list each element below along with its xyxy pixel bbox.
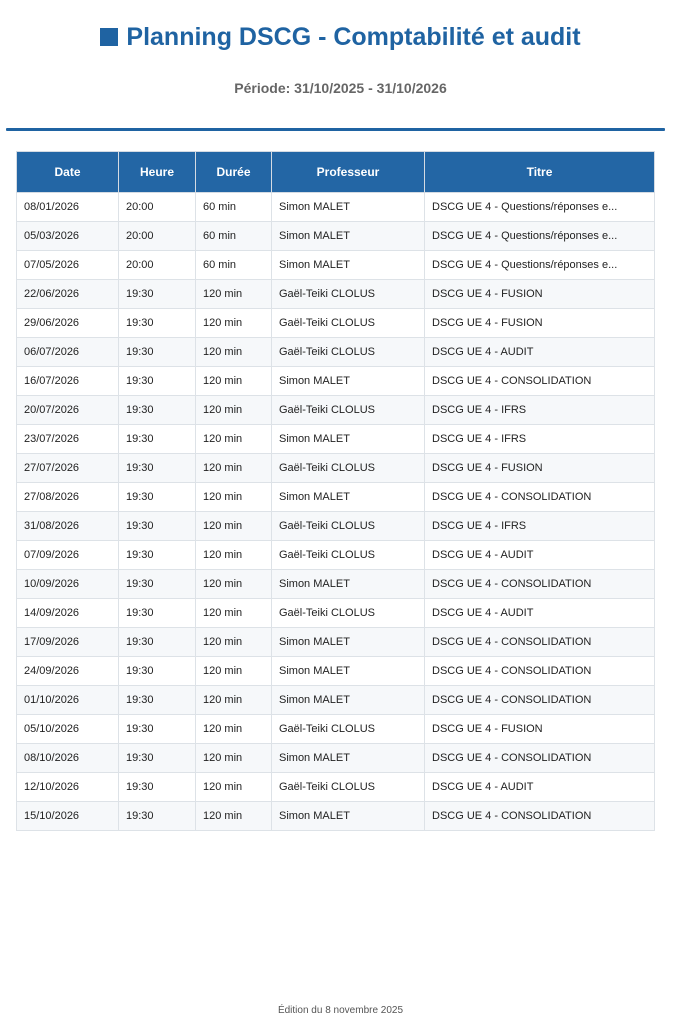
cell-teacher: Simon MALET xyxy=(272,802,425,831)
cell-time: 19:30 xyxy=(119,338,196,367)
cell-date: 27/08/2026 xyxy=(17,483,119,512)
cell-duration: 120 min xyxy=(196,744,272,773)
cell-teacher: Simon MALET xyxy=(272,686,425,715)
cell-title: DSCG UE 4 - FUSION xyxy=(425,309,655,338)
cell-teacher: Gaël-Teiki CLOLUS xyxy=(272,454,425,483)
cell-time: 19:30 xyxy=(119,773,196,802)
cell-teacher: Simon MALET xyxy=(272,744,425,773)
table-row xyxy=(17,686,655,715)
cell-duration: 120 min xyxy=(196,454,272,483)
cell-time: 19:30 xyxy=(119,425,196,454)
cell-time: 19:30 xyxy=(119,657,196,686)
cell-duration: 60 min xyxy=(196,251,272,280)
cell-teacher: Gaël-Teiki CLOLUS xyxy=(272,396,425,425)
page-title xyxy=(0,20,681,54)
table-row xyxy=(17,657,655,686)
table-row xyxy=(17,251,655,280)
table-row xyxy=(17,715,655,744)
table-row xyxy=(17,599,655,628)
cell-teacher: Gaël-Teiki CLOLUS xyxy=(272,541,425,570)
table-row xyxy=(17,309,655,338)
cell-title: DSCG UE 4 - IFRS xyxy=(425,425,655,454)
cell-title: DSCG UE 4 - CONSOLIDATION xyxy=(425,628,655,657)
column-header-date: Date xyxy=(17,152,119,193)
cell-date: 17/09/2026 xyxy=(17,628,119,657)
cell-time: 20:00 xyxy=(119,193,196,222)
cell-duration: 120 min xyxy=(196,280,272,309)
cell-duration: 120 min xyxy=(196,715,272,744)
cell-time: 19:30 xyxy=(119,367,196,396)
cell-teacher: Simon MALET xyxy=(272,222,425,251)
cell-time: 19:30 xyxy=(119,715,196,744)
cell-time: 19:30 xyxy=(119,280,196,309)
cell-duration: 120 min xyxy=(196,425,272,454)
cell-duration: 120 min xyxy=(196,628,272,657)
cell-date: 12/10/2026 xyxy=(17,773,119,802)
cell-date: 31/08/2026 xyxy=(17,512,119,541)
table-row xyxy=(17,367,655,396)
cell-date: 15/10/2026 xyxy=(17,802,119,831)
cell-teacher: Simon MALET xyxy=(272,657,425,686)
cell-duration: 120 min xyxy=(196,512,272,541)
cell-duration: 120 min xyxy=(196,309,272,338)
cell-date: 08/10/2026 xyxy=(17,744,119,773)
cell-duration: 60 min xyxy=(196,222,272,251)
edition-footer: Édition du 8 novembre 2025 xyxy=(277,1005,404,1016)
cell-time: 19:30 xyxy=(119,570,196,599)
cell-teacher: Simon MALET xyxy=(272,628,425,657)
table-row xyxy=(17,744,655,773)
schedule-table xyxy=(16,151,655,831)
cell-time: 19:30 xyxy=(119,686,196,715)
cell-title: DSCG UE 4 - CONSOLIDATION xyxy=(425,367,655,396)
cell-title: DSCG UE 4 - IFRS xyxy=(425,512,655,541)
table-row xyxy=(17,541,655,570)
cell-date: 08/01/2026 xyxy=(17,193,119,222)
cell-time: 19:30 xyxy=(119,599,196,628)
cell-date: 24/09/2026 xyxy=(17,657,119,686)
cell-duration: 120 min xyxy=(196,338,272,367)
cell-date: 05/03/2026 xyxy=(17,222,119,251)
table-row xyxy=(17,193,655,222)
cell-teacher: Gaël-Teiki CLOLUS xyxy=(272,280,425,309)
cell-time: 19:30 xyxy=(119,483,196,512)
cell-time: 19:30 xyxy=(119,628,196,657)
cell-teacher: Gaël-Teiki CLOLUS xyxy=(272,715,425,744)
cell-teacher: Gaël-Teiki CLOLUS xyxy=(272,773,425,802)
cell-teacher: Simon MALET xyxy=(272,570,425,599)
table-header-row xyxy=(17,152,655,193)
cell-title: DSCG UE 4 - Questions/réponses e... xyxy=(425,222,655,251)
cell-title: DSCG UE 4 - AUDIT xyxy=(425,541,655,570)
cell-duration: 120 min xyxy=(196,396,272,425)
table-row xyxy=(17,512,655,541)
cell-title: DSCG UE 4 - FUSION xyxy=(425,454,655,483)
cell-date: 14/09/2026 xyxy=(17,599,119,628)
cell-date: 06/07/2026 xyxy=(17,338,119,367)
cell-title: DSCG UE 4 - CONSOLIDATION xyxy=(425,686,655,715)
cell-teacher: Simon MALET xyxy=(272,483,425,512)
cell-title: DSCG UE 4 - Questions/réponses e... xyxy=(425,193,655,222)
table-row xyxy=(17,338,655,367)
cell-title: DSCG UE 4 - CONSOLIDATION xyxy=(425,744,655,773)
cell-title: DSCG UE 4 - CONSOLIDATION xyxy=(425,570,655,599)
table-row xyxy=(17,802,655,831)
table-row xyxy=(17,454,655,483)
cell-time: 19:30 xyxy=(119,802,196,831)
cell-duration: 120 min xyxy=(196,773,272,802)
cell-duration: 120 min xyxy=(196,570,272,599)
cell-date: 07/05/2026 xyxy=(17,251,119,280)
cell-title: DSCG UE 4 - AUDIT xyxy=(425,773,655,802)
cell-title: DSCG UE 4 - FUSION xyxy=(425,715,655,744)
cell-time: 20:00 xyxy=(119,251,196,280)
cell-teacher: Simon MALET xyxy=(272,193,425,222)
cell-teacher: Simon MALET xyxy=(272,367,425,396)
cell-title: DSCG UE 4 - IFRS xyxy=(425,396,655,425)
column-header-duration: Durée xyxy=(196,152,272,193)
cell-time: 19:30 xyxy=(119,454,196,483)
column-header-teacher: Professeur xyxy=(272,152,425,193)
cell-time: 19:30 xyxy=(119,309,196,338)
table-row xyxy=(17,396,655,425)
cell-duration: 120 min xyxy=(196,686,272,715)
cell-date: 27/07/2026 xyxy=(17,454,119,483)
cell-duration: 60 min xyxy=(196,193,272,222)
table-row xyxy=(17,280,655,309)
cell-duration: 120 min xyxy=(196,367,272,396)
page-title-text: Planning DSCG - Comptabilité et audit xyxy=(126,23,581,51)
cell-duration: 120 min xyxy=(196,599,272,628)
cell-teacher: Gaël-Teiki CLOLUS xyxy=(272,599,425,628)
cell-teacher: Gaël-Teiki CLOLUS xyxy=(272,338,425,367)
cell-date: 01/10/2026 xyxy=(17,686,119,715)
cell-time: 19:30 xyxy=(119,541,196,570)
cell-date: 20/07/2026 xyxy=(17,396,119,425)
cell-date: 22/06/2026 xyxy=(17,280,119,309)
cell-title: DSCG UE 4 - CONSOLIDATION xyxy=(425,802,655,831)
cell-time: 19:30 xyxy=(119,396,196,425)
cell-time: 19:30 xyxy=(119,744,196,773)
cell-duration: 120 min xyxy=(196,657,272,686)
cell-date: 23/07/2026 xyxy=(17,425,119,454)
cell-teacher: Gaël-Teiki CLOLUS xyxy=(272,512,425,541)
table-row xyxy=(17,570,655,599)
column-header-title: Titre xyxy=(425,152,655,193)
cell-time: 20:00 xyxy=(119,222,196,251)
cell-duration: 120 min xyxy=(196,483,272,512)
cell-teacher: Simon MALET xyxy=(272,251,425,280)
cell-title: DSCG UE 4 - FUSION xyxy=(425,280,655,309)
cell-date: 05/10/2026 xyxy=(17,715,119,744)
cell-title: DSCG UE 4 - CONSOLIDATION xyxy=(425,657,655,686)
cell-duration: 120 min xyxy=(196,541,272,570)
cell-title: DSCG UE 4 - AUDIT xyxy=(425,599,655,628)
header-divider xyxy=(6,128,665,131)
column-header-time: Heure xyxy=(119,152,196,193)
cell-date: 07/09/2026 xyxy=(17,541,119,570)
table-row xyxy=(17,628,655,657)
cell-title: DSCG UE 4 - AUDIT xyxy=(425,338,655,367)
cell-title: DSCG UE 4 - CONSOLIDATION xyxy=(425,483,655,512)
cell-teacher: Simon MALET xyxy=(272,425,425,454)
cell-title: DSCG UE 4 - Questions/réponses e... xyxy=(425,251,655,280)
cell-date: 29/06/2026 xyxy=(17,309,119,338)
cell-teacher: Gaël-Teiki CLOLUS xyxy=(272,309,425,338)
cell-date: 10/09/2026 xyxy=(17,570,119,599)
cell-time: 19:30 xyxy=(119,512,196,541)
table-row xyxy=(17,425,655,454)
cell-date: 16/07/2026 xyxy=(17,367,119,396)
table-row xyxy=(17,483,655,512)
table-row xyxy=(17,222,655,251)
period-label: Période: 31/10/2025 - 31/10/2026 xyxy=(234,80,447,96)
table-row xyxy=(17,773,655,802)
cell-duration: 120 min xyxy=(196,802,272,831)
square-icon xyxy=(100,28,118,46)
